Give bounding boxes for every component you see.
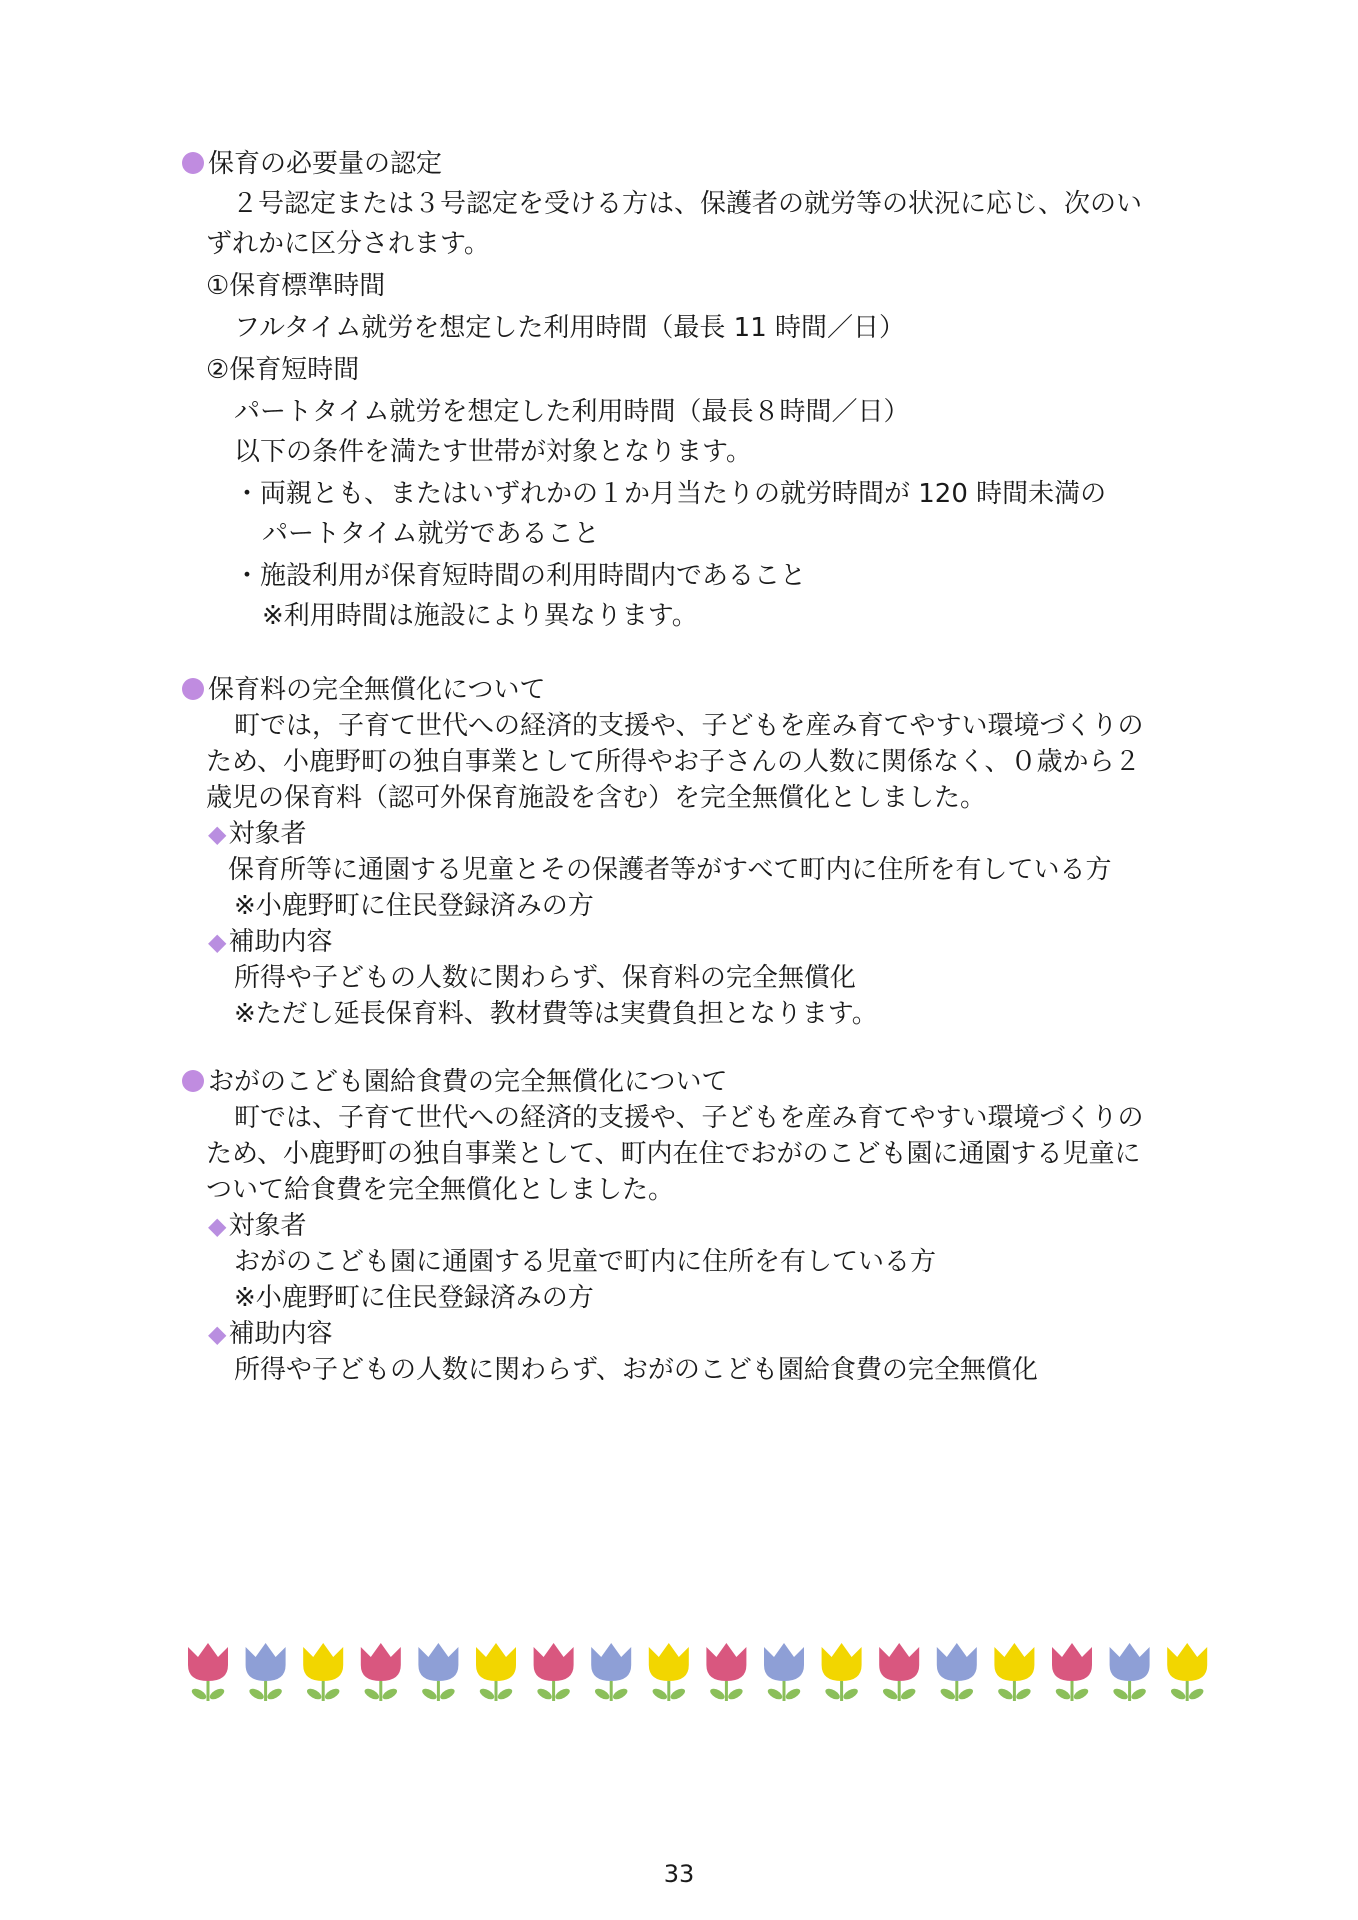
paragraph-line: フルタイム就労を想定した利用時間（最長 11 時間／日） (234, 313, 906, 343)
tulip-icon (994, 1643, 1034, 1701)
tulip-icon (706, 1643, 746, 1701)
subheading: ◆対象者 (208, 1208, 306, 1244)
list-item: ・施設利用が保育短時間の利用時間内であること (234, 561, 807, 591)
list-item: ・両親とも、またはいずれかの１か月当たりの就労時間が 120 時間未満の (234, 479, 1107, 509)
tulip-icon (534, 1643, 574, 1701)
paragraph-line: パートタイム就労を想定した利用時間（最長８時間／日） (234, 397, 910, 427)
diamond-bullet-icon: ◆ (208, 1212, 227, 1240)
page-number: 33 (663, 1860, 695, 1888)
note-line: ※ただし延長保育料、教材費等は実費負担となります。 (234, 999, 878, 1029)
tulip-icon (1110, 1643, 1150, 1701)
tulip-icon (591, 1643, 631, 1701)
tulip-icon (361, 1643, 401, 1701)
subheading: ①保育標準時間 (206, 271, 386, 301)
tulip-icon (418, 1643, 458, 1701)
circle-bullet-icon (182, 678, 204, 700)
section-heading: おがのこども園給食費の完全無償化について (182, 1064, 727, 1100)
section-heading: 保育料の完全無償化について (182, 672, 545, 708)
paragraph-line: パートタイム就労であること (262, 519, 600, 549)
paragraph-line: 町では、子育て世代への経済的支援や、子どもを産み育てやすい環境づくりの (234, 1103, 1144, 1133)
diamond-bullet-icon: ◆ (208, 820, 227, 848)
note-line: ※利用時間は施設により異なります。 (262, 601, 698, 631)
subheading: ②保育短時間 (206, 355, 360, 385)
note-line: ※小鹿野町に住民登録済みの方 (234, 891, 594, 921)
tulip-icon (764, 1643, 804, 1701)
paragraph-line: ついて給食費を完全無償化としました。 (206, 1175, 675, 1205)
section-heading: 保育の必要量の認定 (182, 146, 442, 182)
paragraph-line: 町では，子育て世代への経済的支援や、子どもを産み育てやすい環境づくりの (234, 711, 1144, 741)
tulip-icon (649, 1643, 689, 1701)
tulip-border-decoration (186, 1635, 1226, 1705)
paragraph-line: おがのこども園に通園する児童で町内に住所を有している方 (234, 1247, 937, 1277)
tulip-icon (879, 1643, 919, 1701)
tulip-icon (1167, 1643, 1207, 1701)
paragraph-line: 所得や子どもの人数に関わらず、おがのこども園給食費の完全無償化 (234, 1355, 1038, 1385)
subheading: ◆補助内容 (208, 924, 332, 960)
tulip-icon (303, 1643, 343, 1701)
diamond-bullet-icon: ◆ (208, 1320, 227, 1348)
paragraph-line: 以下の条件を満たす世帯が対象となります。 (234, 437, 752, 467)
paragraph-line: 保育所等に通園する児童とその保護者等がすべて町内に住所を有している方 (228, 855, 1112, 885)
circle-bullet-icon (182, 1070, 204, 1092)
subheading: ◆補助内容 (208, 1316, 332, 1352)
paragraph-line: ずれかに区分されます。 (206, 229, 490, 259)
tulip-icon (1052, 1643, 1092, 1701)
note-line: ※小鹿野町に住民登録済みの方 (234, 1283, 594, 1313)
subheading: ◆対象者 (208, 816, 306, 852)
tulip-icon (246, 1643, 286, 1701)
paragraph-line: 所得や子どもの人数に関わらず、保育料の完全無償化 (234, 963, 856, 993)
tulip-icon (822, 1643, 862, 1701)
paragraph-line: 歳児の保育料（認可外保育施設を含む）を完全無償化としました。 (206, 783, 987, 813)
tulip-icon (937, 1643, 977, 1701)
diamond-bullet-icon: ◆ (208, 928, 227, 956)
circle-bullet-icon (182, 152, 204, 174)
paragraph-line: ２号認定または３号認定を受ける方は、保護者の就労等の状況に応じ、次のい (232, 189, 1143, 219)
tulip-icon (188, 1643, 228, 1701)
paragraph-line: ため、小鹿野町の独自事業として、町内在住でおがのこども園に通園する児童に (206, 1139, 1141, 1169)
tulip-icon (476, 1643, 516, 1701)
paragraph-line: ため、小鹿野町の独自事業として所得やお子さんの人数に関係なく、０歳から２ (206, 747, 1141, 777)
